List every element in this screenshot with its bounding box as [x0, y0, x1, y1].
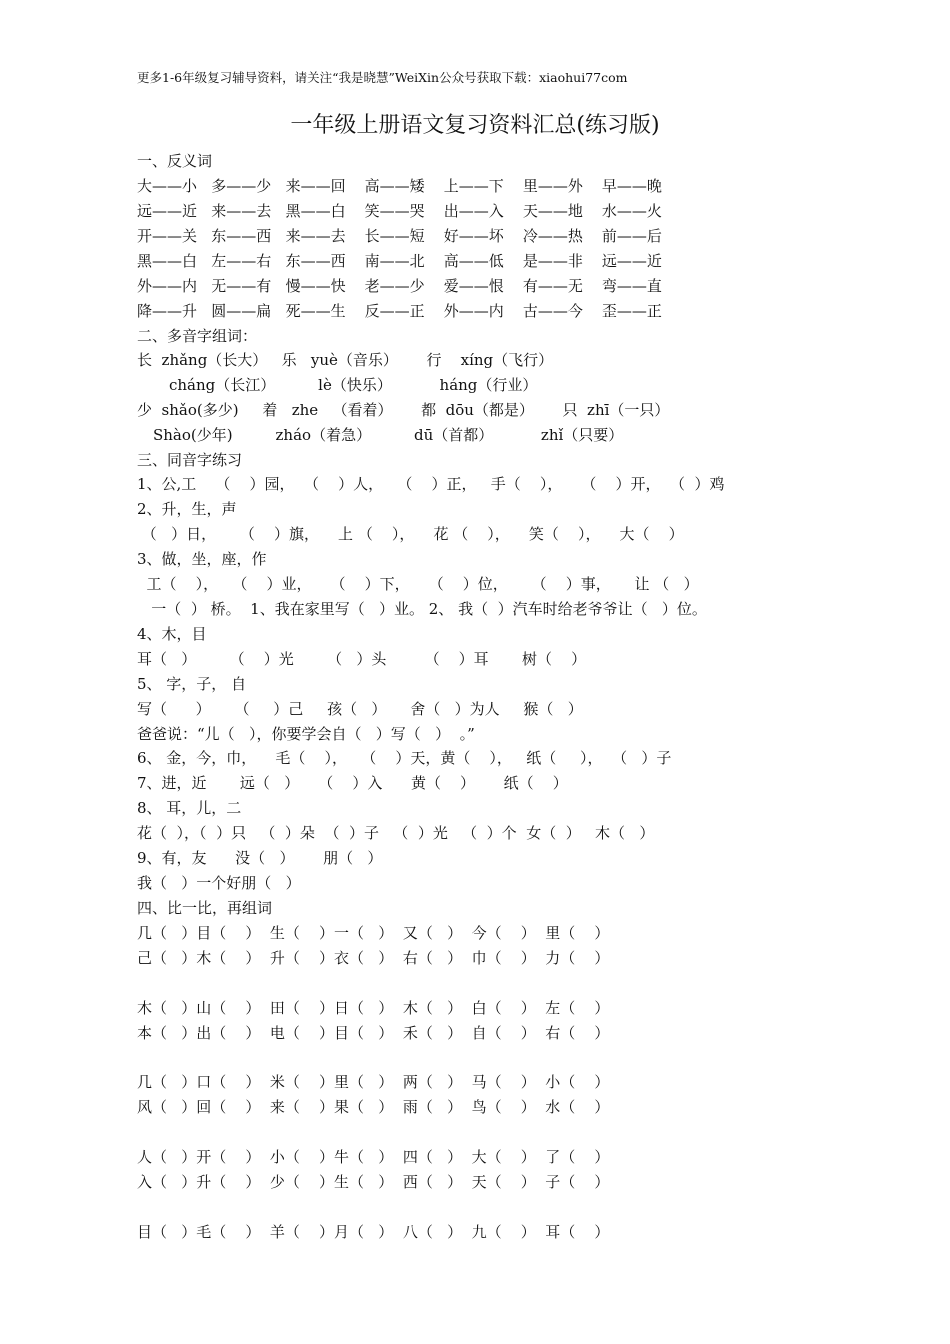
text-line: 1、公,工 （ ）园， （ ）人， （ ）正， 手（ ）， （ ）开， （ ）鸡 [137, 475, 725, 493]
text-line: 几（ ）口（ ） 米（ ）里（ ） 两（ ） 马（ ） 小（ ） [137, 1073, 610, 1091]
text-line: 人（ ）开（ ） 小（ ）牛（ ） 四（ ） 大（ ） 了（ ） [137, 1148, 610, 1166]
text-line: 开——关 东——西 来——去 长——短 好——坏 冷——热 前——后 [137, 227, 662, 245]
text-line: （ ）日， （ ）旗， 上 （ ）， 花 （ ）， 笑（ ）， 大（ ） [137, 525, 684, 543]
text-line: 二、多音字组词： [137, 327, 258, 345]
text-line: 入（ ）升（ ） 少（ ）生（ ） 西（ ） 天（ ） 子（ ） [137, 1173, 610, 1191]
text-line: 外——内 无——有 慢——快 老——少 爱——恨 有——无 弯——直 [137, 277, 662, 295]
text-line: 3、做，坐，座，作 [137, 550, 267, 568]
text-line: 少 shǎo(多少) 着 zhe （看着） 都 dōu（都是） 只 zhī（一只） [137, 401, 670, 419]
text-line: 大——小 多——少 来——回 高——矮 上——下 里——外 早——晚 [137, 177, 662, 195]
text-line: cháng（长江） lè（快乐） háng（行业） [169, 376, 538, 394]
text-line: 目（ ）毛（ ） 羊（ ）月（ ） 八（ ） 九（ ） 耳（ ） [137, 1223, 610, 1241]
text-line: 写（ ） （ ）己 孩（ ） 舍（ ）为人 猴（ ） [137, 700, 583, 718]
text-line: 花（ ），（ ）只 （ ）朵 （ ）子 （ ）光 （ ）个 女（ ） 木（ ） [137, 824, 655, 842]
text-line: 6、 金，今，巾， 毛（ ）， （ ）天，黄（ ）， 纸（ ）， （ ）子 [137, 749, 672, 767]
text-line: 耳（ ） （ ）光 （ ）头 （ ）耳 树（ ） [137, 650, 587, 668]
text-line: 4、木，目 [137, 625, 207, 643]
document-title: 一年级上册语文复习资料汇总(练习版) [290, 113, 660, 138]
text-line: 己（ ）木（ ） 升（ ）衣（ ） 右（ ） 巾（ ） 力（ ） [137, 949, 610, 967]
text-line: 本（ ）出（ ） 电（ ）目（ ） 禾（ ） 自（ ） 右（ ） [137, 1024, 610, 1042]
text-line: Shào(少年) zháo（着急） dū（首都） zhǐ（只要） [153, 426, 624, 444]
text-line: 一、反义词 [137, 152, 213, 170]
text-line: 三、同音字练习 [137, 451, 243, 469]
text-line: 长 zhǎng（长大） 乐 yuè（音乐） 行 xíng（飞行） [137, 351, 554, 369]
text-line: 一（ ） 桥。 1、我在家里写（ ）业。 2、 我（ ）汽车时给老爷爷让（ ）位。 [137, 600, 707, 618]
text-line: 8、 耳，儿，二 [137, 799, 242, 817]
text-line: 9、有，友 没（ ） 朋（ ） [137, 849, 383, 867]
text-line: 木（ ）山（ ） 田（ ）日（ ） 木（ ） 白（ ） 左（ ） [137, 999, 610, 1017]
text-line: 四、比一比，再组词 [137, 899, 273, 917]
text-line: 几（ ）目（ ） 生（ ）一（ ） 又（ ） 今（ ） 里（ ） [137, 924, 610, 942]
text-line: 7、进，近 远（ ） （ ）入 黄（ ） 纸（ ） [137, 774, 568, 792]
text-line: 工（ ）， （ ）业， （ ）下， （ ）位， （ ）事， 让 （ ） [137, 575, 699, 593]
text-line: 风（ ）回（ ） 来（ ）果（ ） 雨（ ） 鸟（ ） 水（ ） [137, 1098, 610, 1116]
text-line: 5、 字，子， 自 [137, 675, 247, 693]
text-line: 我（ ）一个好朋（ ） [137, 874, 301, 892]
text-line: 降——升 圆——扁 死——生 反——正 外——内 古——今 歪——正 [137, 302, 662, 320]
text-line: 远——近 来——去 黑——白 笑——哭 出——入 天——地 水——火 [137, 202, 662, 220]
text-line: 2、升，生，声 [137, 500, 237, 518]
text-line: 爸爸说：“儿（ ），你要学会自（ ）写（ ） 。” [137, 725, 475, 743]
text-line: 黑——白 左——右 东——西 南——北 高——低 是——非 远——近 [137, 252, 662, 270]
page-header-note: 更多1-6年级复习辅导资料，请关注“我是晓慧”WeiXin公众号获取下载：xiaohui77com [137, 70, 628, 85]
